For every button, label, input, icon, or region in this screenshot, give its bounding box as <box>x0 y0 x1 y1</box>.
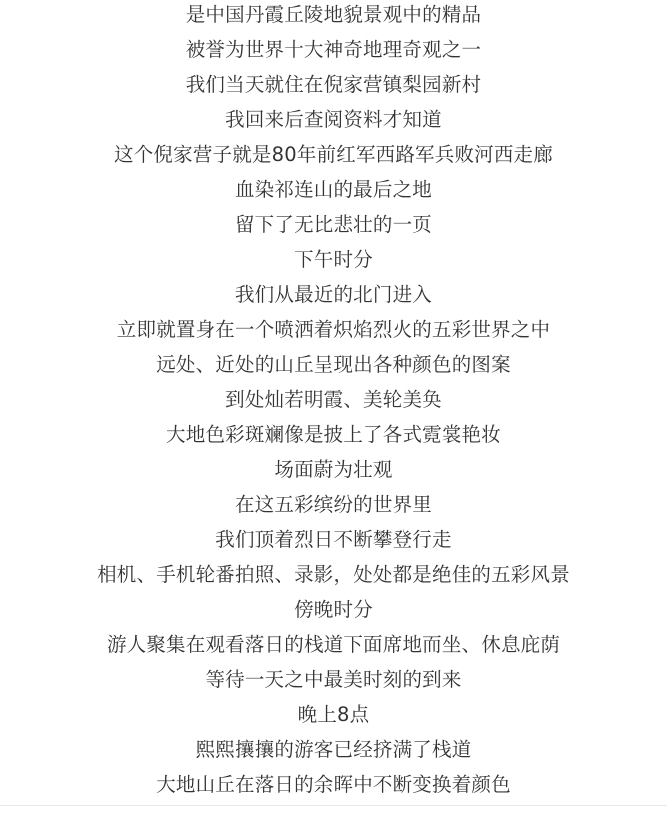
text-line: 是中国丹霞丘陵地貌景观中的精品 <box>185 3 482 26</box>
text-line: 我们顶着烈日不断攀登行走 <box>215 528 452 551</box>
text-line: 大地山丘在落日的余晖中不断变换着颜色 <box>156 773 511 796</box>
text-line: 到处灿若明霞、美轮美奂 <box>225 388 442 411</box>
text-line: 场面蔚为壮观 <box>274 458 393 481</box>
text-line: 在这五彩缤纷的世界里 <box>234 493 432 516</box>
text-line: 我们当天就住在倪家营镇梨园新村 <box>185 73 482 96</box>
text-line: 血染祁连山的最后之地 <box>234 178 432 201</box>
text-line: 等待一天之中最美时刻的到来 <box>205 668 462 691</box>
text-line: 被誉为世界十大神奇地理奇观之一 <box>185 38 482 61</box>
text-line: 晚上8点 <box>297 703 370 726</box>
text-line: 相机、手机轮番拍照、录影，处处都是绝佳的五彩风景 <box>97 563 570 586</box>
text-line: 大地色彩斑斓像是披上了各式霓裳艳妆 <box>166 423 501 446</box>
text-line: 熙熙攘攘的游客已经挤满了栈道 <box>195 738 472 761</box>
text-line: 远处、近处的山丘呈现出各种颜色的图案 <box>156 353 511 376</box>
text-line: 立即就置身在一个喷洒着炽焰烈火的五彩世界之中 <box>116 318 551 341</box>
text-line: 下午时分 <box>294 248 373 271</box>
text-line: 留下了无比悲壮的一页 <box>234 213 432 236</box>
text-line: 傍晚时分 <box>294 598 373 621</box>
bottom-divider <box>0 805 667 816</box>
text-line: 这个倪家营子就是80年前红军西路军兵败河西走廊 <box>114 143 553 166</box>
text-line: 我回来后查阅资料才知道 <box>225 108 442 131</box>
text-line: 游人聚集在观看落日的栈道下面席地而坐、休息庇荫 <box>106 633 561 656</box>
text-line: 我们从最近的北门进入 <box>234 283 432 306</box>
